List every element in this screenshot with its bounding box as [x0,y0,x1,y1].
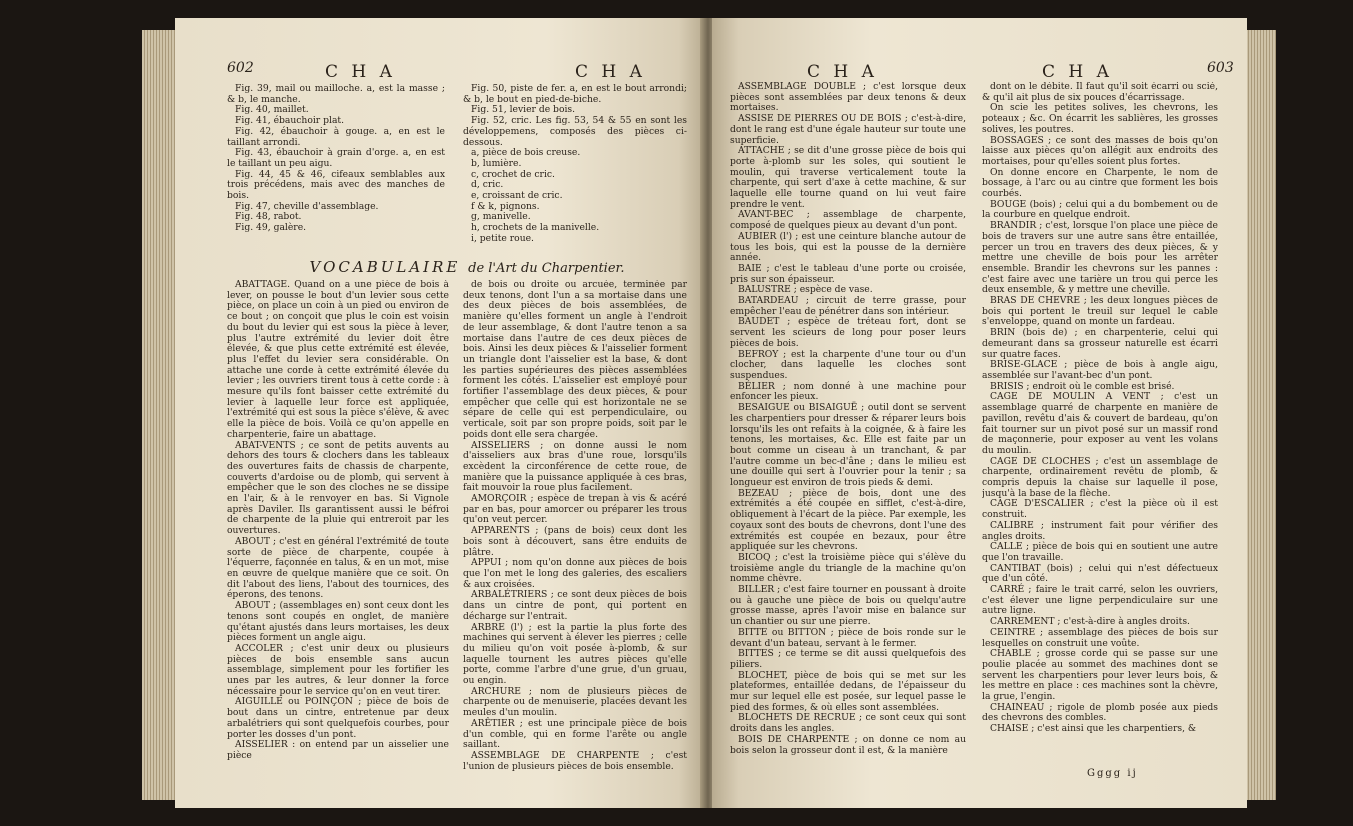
figure-caption: Fig. 41, ébauchoir plat. [235,115,345,127]
dictionary-entry: AISSELIERS ; on donne aussi le nom d'aisseliers aux bras d'une roue, lorsqu'ils excèdent la circonférence de cette roue, de manière que la puissance appliquée à ces bras, fait mouvoir la roue plus facilement. [463,439,687,494]
running-head: C H A [575,62,646,82]
dictionary-entry: ACCOLER ; c'est unir deux ou plusieurs pièces de bois ensemble sans aucun assemblage, simplement pour les fortifier les unes par les autres, & leur donner la force nécessaire pour le service qu'on en veut tirer. [227,642,449,697]
dictionary-entry: ABOUT ; (assemblages en) sont ceux dont les tenons sont coupés en onglet, de manière qu'étant ajustés dans leurs mortaises, les deux pièces forment un angle aigu. [227,600,449,644]
dictionary-entry: On donne encore en Charpente, le nom de bossage, à l'arc ou au cintre que forment les bois courbés. [982,166,1218,200]
dictionary-entry: ARÊTIER ; est une principale pièce de bois d'un comble, qui en forme l'arête ou angle saillant. [463,717,687,751]
dictionary-entry: ARCHURE ; nom de plusieurs pièces de charpente ou de menuiserie, placées devant les meules d'un moulin. [463,685,687,719]
dictionary-entry: BALUSTRE ; espèce de vase. [738,284,873,296]
dictionary-entry: ABAT-VENTS ; ce sont de petits auvents au dehors des tours & clochers dans les tableaux des ouvertures faits de chassis de charpente, couverts d'ardoise ou de plomb, qui servent à empêcher que le son des cloches ne se dissipe en l'air, & à le renvoyer en bas. Si Vignole après Daviler. Ils garantissent aussi le béfroi de charpente de la pluie qui entreroit par les ouvertures. [227,439,449,537]
figure-caption: Fig. 42, ébauchoir à gouge. a, en est le taillant arrondi. [227,125,445,148]
dictionary-entry: APPARENTS ; (pans de bois) ceux dont les bois sont à découvert, sans être enduits de plâtre. [463,525,687,558]
dictionary-entry: BOUGE (bois) ; celui qui a du bombement ou de la courbure en quelque endroit. [982,198,1218,221]
running-head: C H A [325,62,396,82]
figure-caption: Fig. 49, galère. [235,222,307,234]
dictionary-entry: CHAINEAU ; rigole de plomb posée aux pieds des chevrons des combles. [982,701,1218,724]
dictionary-entry: CALLE ; pièce de bois qui en soutient une autre que l'on travaille. [982,541,1218,563]
dictionary-entry: de bois ou droite ou arcuée, terminée par deux tenons, dont l'un a sa mortaise dans une des deux pièces de bois assemblées, de manière qu'elles forment un angle à l'endroit de leur assemblage, & dont l'autre tenon a sa mortaise dans l'autre de ces deux pièces de bois. Ainsi les deux pièces & l'aisselier forment un triangle dont l'aisselier est la base, & dont les parties supérieures des pièces assemblées forment les côtés. L'aisselier est employé pour fortifier l'assemblage des deux pièces, & pour empêcher que celle qui est horizontale ne se sépare de celle qui est perpendiculaire, ou verticale, soit par son propre poids, soit par le poids dont elle sera chargée. [463,280,687,440]
figure-caption: Fig. 50, piste de fer. a, en est le bout arrondi; & b, le bout en pied-de-biche. [463,84,687,105]
dictionary-entry: BÉLIER ; nom donné à une machine pour enfoncer les pieux. [730,380,966,403]
figure-legend-column [227,84,445,254]
text-column-left [730,82,966,796]
left-page-edges [142,30,176,800]
dictionary-entry: dont on le débite. Il faut qu'il soit écarri ou scié, & qu'il ait plus de six pouces d'écarrissage. [982,82,1218,103]
dictionary-entry: BAIE ; c'est le tableau d'une porte ou croisée, pris sur son épaisseur. [730,262,966,285]
dictionary-entry: ARBRE (l') ; est la partie la plus forte des machines qui servent à élever les pierres ; celle du milieu qu'on voit posée à-plomb, & sur laquelle tournent les autres pièces qu'elle porte, comme l'arbre d'une grue, d'un gruau, ou engin. [463,621,687,687]
dictionary-entry: CHABLE ; grosse corde qui se passe sur une poulie placée au sommet des machines dont se servent les charpentiers pour lever leurs bois, & les mettre en place : ces machines sont la chèvre, la grue, l'engin. [982,648,1218,703]
dictionary-entry: BILLER ; c'est faire tourner en poussant à droite ou à gauche une pièce de bois ou quelqu'autre grosse masse, après l'avoir mise en balance sur un chantier ou sur une pierre. [730,584,966,628]
signature-mark: Gggg ij [1087,768,1138,779]
dictionary-entry: CARREMENT ; c'est-à-dire à angles droits. [990,616,1190,628]
figure-caption: Fig. 51, levier de bois. [471,104,576,116]
dictionary-entry: ATTACHE ; se dit d'une grosse pièce de bois qui porte à-plomb sur les soles, qui soutient le moulin, qui traverse verticalement toute la charpente, qui sert d'axe à cette machine, & sur laquelle elle tourne quand on lui veut faire prendre le vent. [730,145,966,210]
dictionary-entry: CAGE DE MOULIN A VENT ; c'est un assemblage quarré de charpente en manière de pavillon, revêtu d'ais & couvert de bardeau, qu'on fait tourner sur un pivot posé sur un massif rond de maçonnerie, pour exposer au vent les volans du moulin. [982,391,1218,456]
dictionary-entry: ABATTAGE. Quand on a une pièce de bois à lever, on pousse le bout d'un levier sous cette pièce, on place un coin à un pied ou environ de ce bout ; on conçoit que plus le coin est voisin du bout du levier qui est sous la pièce à lever, plus l'autre extrémité du levier doit être élevée, & que plus cette extrémité est élevée, plus l'effet du levier sera considérable. On attache une corde à cette extrémité élevée du levier ; les ouvriers tirent tous à cette corde : à mesure qu'ils font baisser cette extrémité du levier à laquelle leur force est appliquée, l'extrémité qui est sous la pièce s'élève, & avec elle la pièce de bois. Voilà ce qu'on appelle en charpenterie, faire un abattage. [227,280,449,440]
dictionary-entry: BOSSAGES ; ce sont des masses de bois qu'on laisse aux pièces qu'on allégit aux endroits des mortaises, pour qu'elles soient plus fortes. [982,134,1218,167]
figure-caption: Fig. 47, cheville d'assemblage. [235,200,379,212]
dictionary-entry: AIGUILLE ou POINÇON ; pièce de bois de bout dans un cintre, entretenue par deux arbalétriers qui sont quelquefois courbes, pour porter les dosses d'un pont. [227,696,449,740]
page-number: 602 [227,60,254,76]
dictionary-entry: ASSEMBLAGE DOUBLE ; c'est lorsque deux pièces sont assemblées par deux tenons & deux mortaises. [730,82,966,114]
dictionary-entry: BATARDEAU ; circuit de terre grasse, pour empêcher l'eau de pénétrer dans son intérieur. [730,295,966,317]
dictionary-entry: CEINTRE ; assemblage des pièces de bois sur lesquelles on construit une voûte. [982,626,1218,649]
dictionary-entry: BAUDET ; espèce de tréteau fort, dont se servent les scieurs de long pour poser leurs pièces de bois. [730,316,966,349]
page-number: 603 [1207,60,1234,76]
dictionary-entry: BEFROY ; est la charpente d'une tour ou d'un clocher, dans laquelle les cloches sont suspendues. [730,348,966,381]
dictionary-entry: BLOCHET, pièce de bois qui se met sur les plateformes, entaillée dedans, de l'épaisseur du mur sur lequel elle est posée, sur lequel passe le pied des formes, & où elles sont assemblées. [730,669,966,713]
running-head: C H A [807,62,878,82]
dictionary-entry: AUBIER (l') ; est une ceinture blanche autour de tous les bois, qui est la pousse de la dernière année. [730,230,966,264]
dictionary-entry: BESAIGUE ou BISAIGUË ; outil dont se servent les charpentiers pour dresser & réparer leurs bois lorsqu'ils les ont refaits à la coignée, & à faire les tenons, les mortaises, &c. Elle est faite par un bout comme un ciseau à un tranchant, & par l'autre comme un bec-d'âne ; dans le milieu est une douille qui sert à l'ouvrier pour la tenir ; sa longueur est environ de trois pieds & demi. [730,402,966,489]
dictionary-entry: BRIN (bois de) ; en charpenterie, celui qui demeurant dans sa grosseur naturelle est écarri sur quatre faces. [982,327,1218,360]
figure-caption: Fig. 43, ébauchoir à grain d'orge. a, en est le taillant un peu aigu. [227,147,445,169]
dictionary-entry: BEZEAU ; pièce de bois, dont une des extrémités a été coupée en sifflet, c'est-à-dire, obliquement à l'écart de la pièce. Par exemple, les coyaux sont des bouts de chevrons, dont l'une des extrémités est coupée en bezaux, pour être appliquée sur les chevrons. [730,487,966,553]
dictionary-entry: CANTIBAT (bois) ; celui qui n'est défectueux que d'un côté. [982,562,1218,585]
dictionary-entry: CAGE DE CLOCHES ; c'est un assemblage de charpente, ordinairement revêtu de plomb, & compris depuis la chaise sur laquelle il pose, jusqu'à la base de la flèche. [982,455,1218,499]
dictionary-entry: ASSEMBLAGE DE CHARPENTE ; c'est l'union de plusieurs pièces de bois ensemble. [463,749,687,772]
dictionary-entry: AVANT-BEC ; assemblage de charpente, composé de quelques pieux au devant d'un pont. [730,209,966,232]
figure-caption: f & k, pignons. [471,200,540,212]
figure-caption: Fig. 52, cric. Les fig. 53, 54 & 55 en sont les développemens, composés des pièces ci-dessous. [463,115,687,148]
text-column-right [982,82,1218,782]
figure-caption: Fig. 48, rabot. [235,211,302,223]
text-column-left [227,280,449,800]
figure-caption: Fig. 39, mail ou mailloche. a, est la masse ; & b, le manche. [227,84,445,105]
figure-caption: c, crochet de cric. [471,168,555,180]
figure-caption: h, crochets de la manivelle. [471,222,600,234]
dictionary-entry: BITTES ; ce terme se dit aussi quelquefois des piliers. [730,648,966,670]
dictionary-entry: BITTE ou BITTON ; pièce de bois ronde sur le devant d'un bateau, servant à le fermer. [730,626,966,649]
dictionary-entry: On scie les petites solives, les chevrons, les poteaux ; &c. On écarrit les sablières, les grosses solives, les poutres. [982,102,1218,135]
dictionary-entry: ABOUT ; c'est en général l'extrémité de toute sorte de pièce de charpente, coupée à l'équerre, façonnée en talus, & en un mot, mise en œuvre de quelque manière que ce soit. On dit l'about des liens, l'about des tournices, des éperons, des tenons. [227,535,449,601]
dictionary-entry: AISSELIER : on entend par un aisselier une pièce [227,739,449,761]
figure-caption: e, croissant de cric. [471,190,563,202]
dictionary-entry: BRANDIR ; c'est, lorsque l'on place une pièce de bois de travers sur une autre sans être entaillée, percer un trou en travers des deux pièces, & y mettre une cheville de bois pour les arrêter ensemble. Brandir les chevrons sur les pannes : c'est faire avec une tarière un trou qui perce les deux ensemble, & y mettre une cheville. [982,220,1218,296]
dictionary-entry: BRISIS ; endroit où le comble est brisé. [990,380,1175,392]
figure-caption: Fig. 44, 45 & 46, cifeaux semblables aux trois précédens, mais avec des manches de bois. [227,168,445,202]
dictionary-entry: BOIS DE CHARPENTE ; on donne ce nom au bois selon la grosseur dont il est, & la manière [730,733,966,756]
dictionary-entry: AMORÇOIR ; espèce de trepan à vis & acéré par en bas, pour amorcer ou préparer les trous qu'on veut percer. [463,493,687,526]
figure-caption: g, manivelle. [471,211,531,223]
dictionary-entry: APPUI ; nom qu'on donne aux pièces de bois que l'on met le long des galeries, des escaliers & aux croisées. [463,557,687,590]
figure-caption: i, petite roue. [471,232,534,244]
vocab-subtitle: de l'Art du Charpentier. [468,261,625,276]
dictionary-entry: CAGE D'ESCALIER ; c'est la pièce où il est construit. [982,498,1218,521]
dictionary-entry: ARBALÉTRIERS ; ce sont deux pièces de bois dans un cintre de pont, qui portent en décharge sur l'entrait. [463,589,687,622]
running-head: C H A [1042,62,1113,82]
dictionary-entry: CHAISE ; c'est ainsi que les charpentiers, & [990,723,1197,735]
dictionary-entry: BRAS DE CHEVRE ; les deux longues pièces de bois qui portent le treuil sur lequel le cable s'enveloppe, quand on monte un fardeau. [982,295,1218,328]
dictionary-entry: BRISE-GLACE ; pièce de bois à angle aigu, assemblée sur l'avant-bec d'un pont. [982,359,1218,381]
section-title [237,258,697,276]
figure-legend-column [463,84,687,254]
left-page [175,18,705,808]
dictionary-entry: CALIBRE ; instrument fait pour vérifier des angles droits. [982,519,1218,542]
dictionary-entry: ASSISE DE PIERRES OU DE BOIS ; c'est-à-dire, dont le rang est d'une égale hauteur sur toute une superficie. [730,113,966,146]
dictionary-entry: CARRÉ ; faire le trait carré, selon les ouvriers, c'est élever une ligne perpendiculaire sur une autre ligne. [982,584,1218,617]
figure-caption: a, pièce de bois creuse. [471,147,581,159]
right-page-edges [1246,30,1276,800]
figure-caption: Fig. 40, maillet. [235,104,309,116]
dictionary-entry: BLOCHETS DE RECRUE ; ce sont ceux qui sont droits dans les angles. [730,712,966,735]
vocab-title: VOCABULAIRE [309,258,461,276]
figure-caption: d, cric. [471,179,504,191]
right-page [712,18,1247,808]
dictionary-entry: BICOQ ; c'est la troisième pièce qui s'élève du troisième angle du triangle de la machine qu'on nomme chèvre. [730,551,966,585]
figure-caption: b, lumière. [471,157,522,169]
text-column-right [463,280,687,800]
